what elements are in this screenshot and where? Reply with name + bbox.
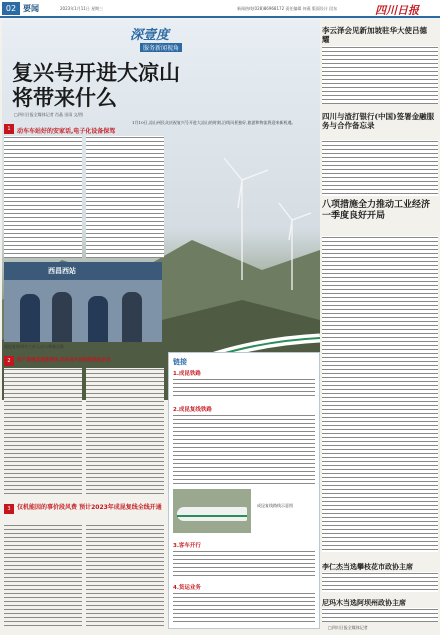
headline-3: 八项措施全力推动工业经济一季度良好开局 xyxy=(322,200,431,221)
section-title-1: 动车车站好的安家话,电子化设备保驾 xyxy=(17,128,116,135)
page-number: 02 xyxy=(2,2,20,15)
station-photo xyxy=(4,262,162,342)
lead-paragraph: 1月10日,凉山州民众庆祝复兴号开进大凉山的时刻,沿线风景独好,旅游和物流将迎来新机遇。 xyxy=(132,120,296,125)
issue-date: 2023年1月11日 星期三 xyxy=(60,6,104,11)
sidebar-text xyxy=(173,414,315,484)
sidebar-item: 2.成昆复线铁路 xyxy=(173,407,212,413)
body-text-1a xyxy=(4,136,82,258)
headline-1: 李云泽会见新加坡驻华大使吕德耀 xyxy=(322,26,427,44)
headline-4: 李仁杰当选攀枝花市政协主席 xyxy=(322,562,413,571)
sidebar-title: 链接 xyxy=(173,358,187,366)
article-1-text xyxy=(322,46,438,104)
headline-5: 尼玛木当选阿坝州政协主席 xyxy=(322,598,406,607)
byline: □四川日报全媒体记者 肖晶 田雨 文/图 xyxy=(14,112,83,117)
sidebar-item: 1.成昆铁路 xyxy=(173,371,201,377)
station-sign: 西昌西站 xyxy=(48,267,76,275)
article-3-text xyxy=(322,236,438,552)
section-label-3: 3 xyxy=(4,504,14,514)
sidebar-text xyxy=(173,378,315,398)
newspaper-logo: 四川日报 xyxy=(375,4,419,17)
article-5-text xyxy=(322,608,438,622)
section-name: 要闻 xyxy=(23,3,39,13)
section-label-2: 2 xyxy=(4,356,14,366)
article-2-text xyxy=(322,140,438,196)
section-title-2: 他产是通话速度更快,动车成片后的物流法出去 xyxy=(17,358,111,363)
article-4-text xyxy=(322,572,438,592)
right-column xyxy=(322,20,438,632)
sidebar-text xyxy=(173,592,315,624)
section-label-1: 1 xyxy=(4,124,14,134)
station-photo-caption: 成昆复线列车工作人员与乘客合影 xyxy=(4,344,64,349)
sidebar-item: 4.货运业务 xyxy=(173,585,201,591)
body-text-2b xyxy=(86,368,164,496)
body-text-1b xyxy=(86,136,164,258)
body-text-3b xyxy=(86,524,164,628)
footer-credit: □四川日报全媒体记者 xyxy=(328,625,368,630)
body-text-3a xyxy=(4,524,82,628)
train-photo xyxy=(173,489,251,533)
headline-2: 四川与渣打银行(中国)签署金融服务与合作备忘录 xyxy=(322,112,435,130)
route-map-caption: 成昆复线路线示意图 xyxy=(257,503,293,508)
body-text-2a xyxy=(4,368,82,496)
column-subtitle: 服务新闻视角 xyxy=(140,43,182,52)
feature-title: 复兴号开进大凉山 将带来什么 xyxy=(12,60,180,110)
hotline-text: 新闻热线(028)86968172 责任编辑 何燕 版面设计 段东 xyxy=(237,6,338,11)
sidebar-box xyxy=(168,352,320,629)
column-name: 深壹度 xyxy=(130,28,170,43)
sidebar-text xyxy=(173,550,315,578)
sidebar-item: 3.客车开行 xyxy=(173,543,201,549)
section-title-3: 仅机能因的事价段风费 预计2023年成昆复线全线开通 xyxy=(17,504,162,511)
page-header xyxy=(0,0,440,18)
